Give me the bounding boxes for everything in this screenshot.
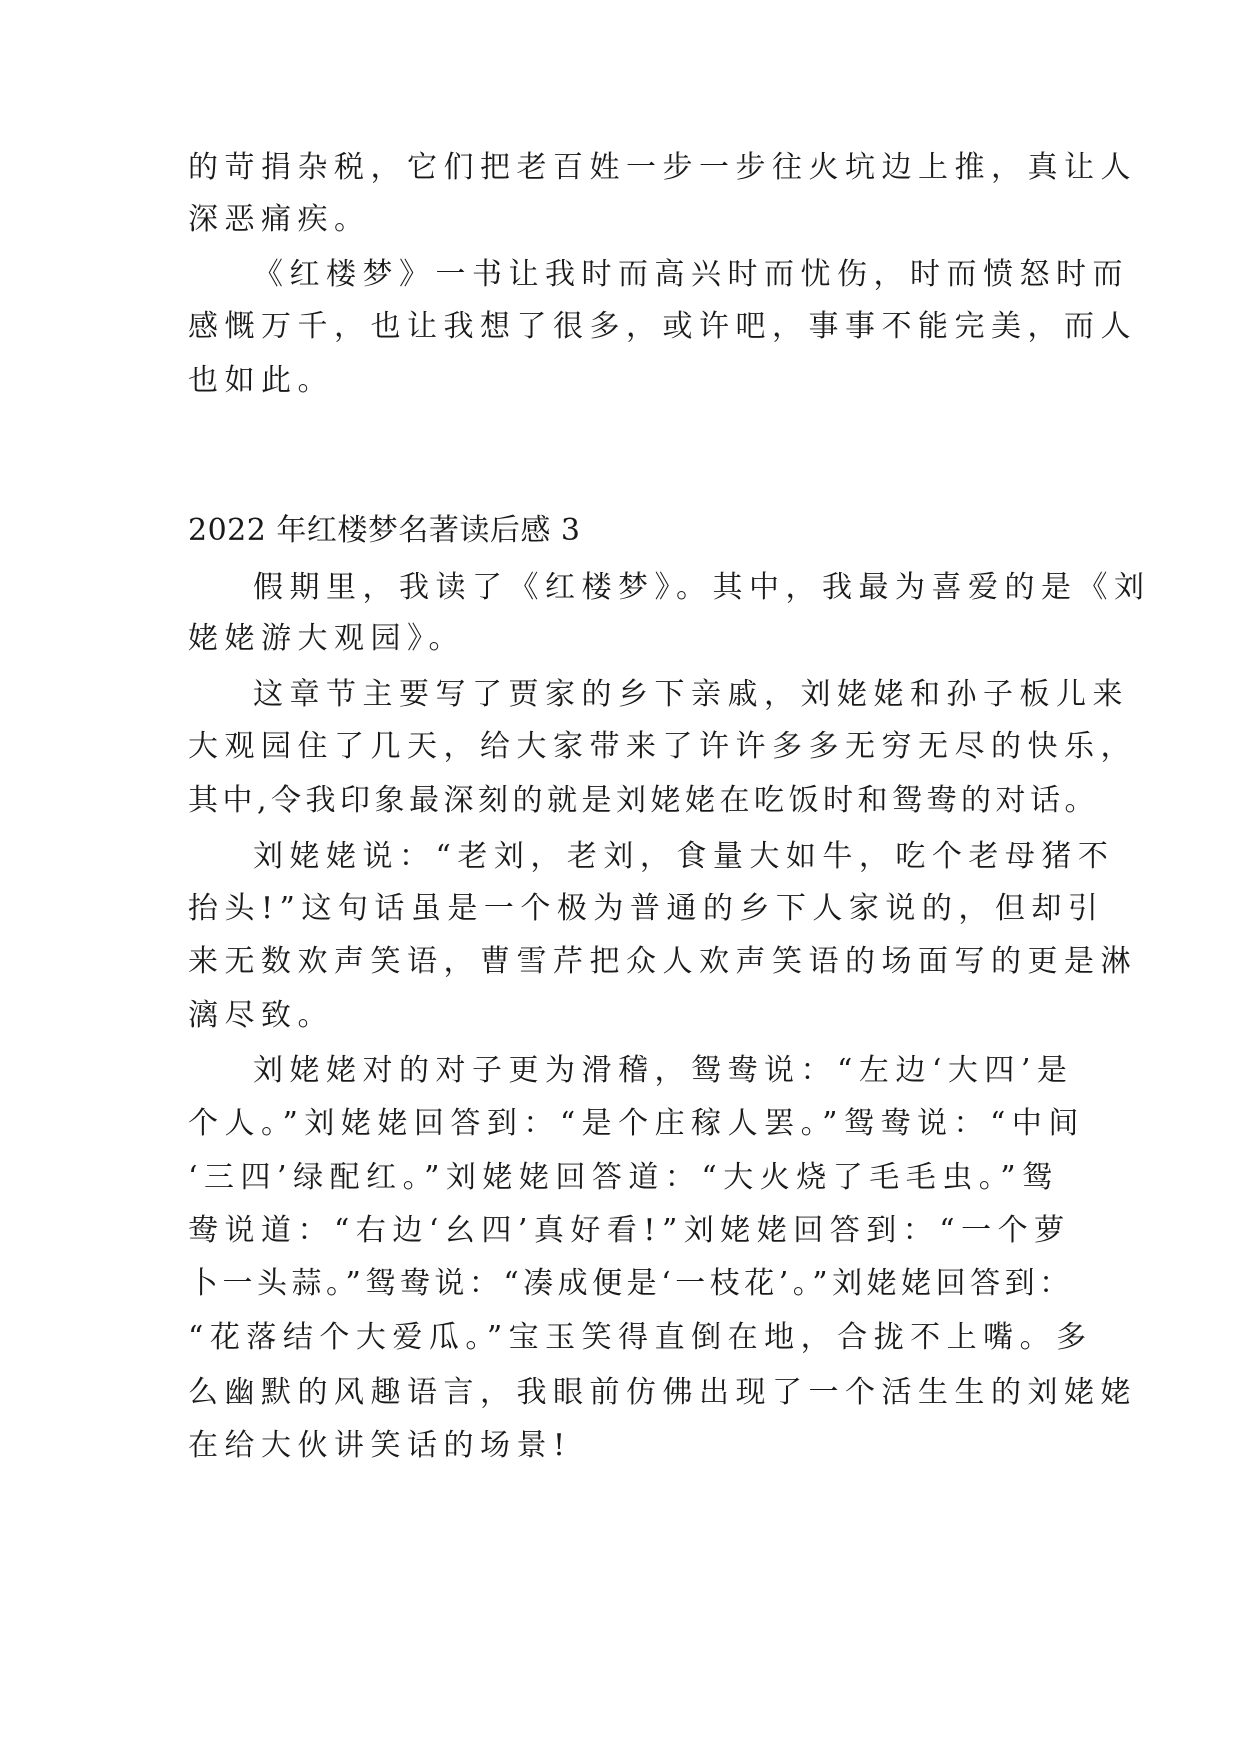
text-line: 大观园住了几天，给大家带来了许许多多无穷无尽的快乐， bbox=[188, 729, 1137, 764]
text-line: 在给大伙讲笑话的场景! bbox=[188, 1428, 572, 1463]
text-line: 这章节主要写了贾家的乡下亲戚，刘姥姥和孙子板儿来 bbox=[253, 677, 1129, 712]
text-line: 来无数欢声笑语，曹雪芹把众人欢声笑语的场面写的更是淋 bbox=[188, 944, 1137, 979]
text-line: 感慨万千，也让我想了很多，或许吧，事事不能完美，而人 bbox=[188, 309, 1137, 344]
text-line: 深恶痛疾。 bbox=[188, 202, 371, 237]
text-line: 鸯说道：“右边‘幺四’真好看!”刘姥姥回答到：“一个萝 bbox=[188, 1213, 1071, 1248]
text-line: 其中,令我印象最深刻的就是刘姥姥在吃饭时和鸳鸯的对话。 bbox=[188, 783, 1100, 818]
text-line: 刘姥姥说：“老刘，老刘，食量大如牛，吃个老母猪不 bbox=[253, 839, 1115, 874]
text-line: 《红楼梦》一书让我时而高兴时而忧伤，时而愤怒时而 bbox=[253, 257, 1129, 292]
section-heading: 2022 年红楼梦名著读后感 3 bbox=[188, 513, 581, 548]
text-line: “花落结个大爱瓜。”宝玉笑得直倒在地，合拢不上嘴。多 bbox=[188, 1320, 1093, 1355]
text-line: ‘三四’绿配红。”刘姥姥回答道：“大火烧了毛毛虫。”鸳 bbox=[188, 1160, 1059, 1195]
text-line: 漓尽致。 bbox=[188, 998, 334, 1033]
text-line: 姥姥游大观园》。 bbox=[188, 621, 465, 656]
text-line: 也如此。 bbox=[188, 363, 334, 398]
text-line: 抬头!”这句话虽是一个极为普通的乡下人家说的，但却引 bbox=[188, 891, 1105, 926]
text-line: 么幽默的风趣语言，我眼前仿佛出现了一个活生生的刘姥姥 bbox=[188, 1375, 1137, 1410]
text-line: 刘姥姥对的对子更为滑稽，鸳鸯说：“左边‘大四’是 bbox=[253, 1053, 1074, 1088]
text-line: 假期里，我读了《红楼梦》。其中，我最为喜爱的是《刘 bbox=[253, 570, 1151, 605]
text-line: 的苛捐杂税，它们把老百姓一步一步往火坑边上推，真让人 bbox=[188, 150, 1137, 185]
text-line: 个人。”刘姥姥回答到：“是个庄稼人罢。”鸳鸯说：“中间 bbox=[188, 1106, 1085, 1141]
text-line: 卜一头蒜。”鸳鸯说：“凑成便是‘一枝花’。”刘姥姥回答到： bbox=[188, 1266, 1074, 1301]
